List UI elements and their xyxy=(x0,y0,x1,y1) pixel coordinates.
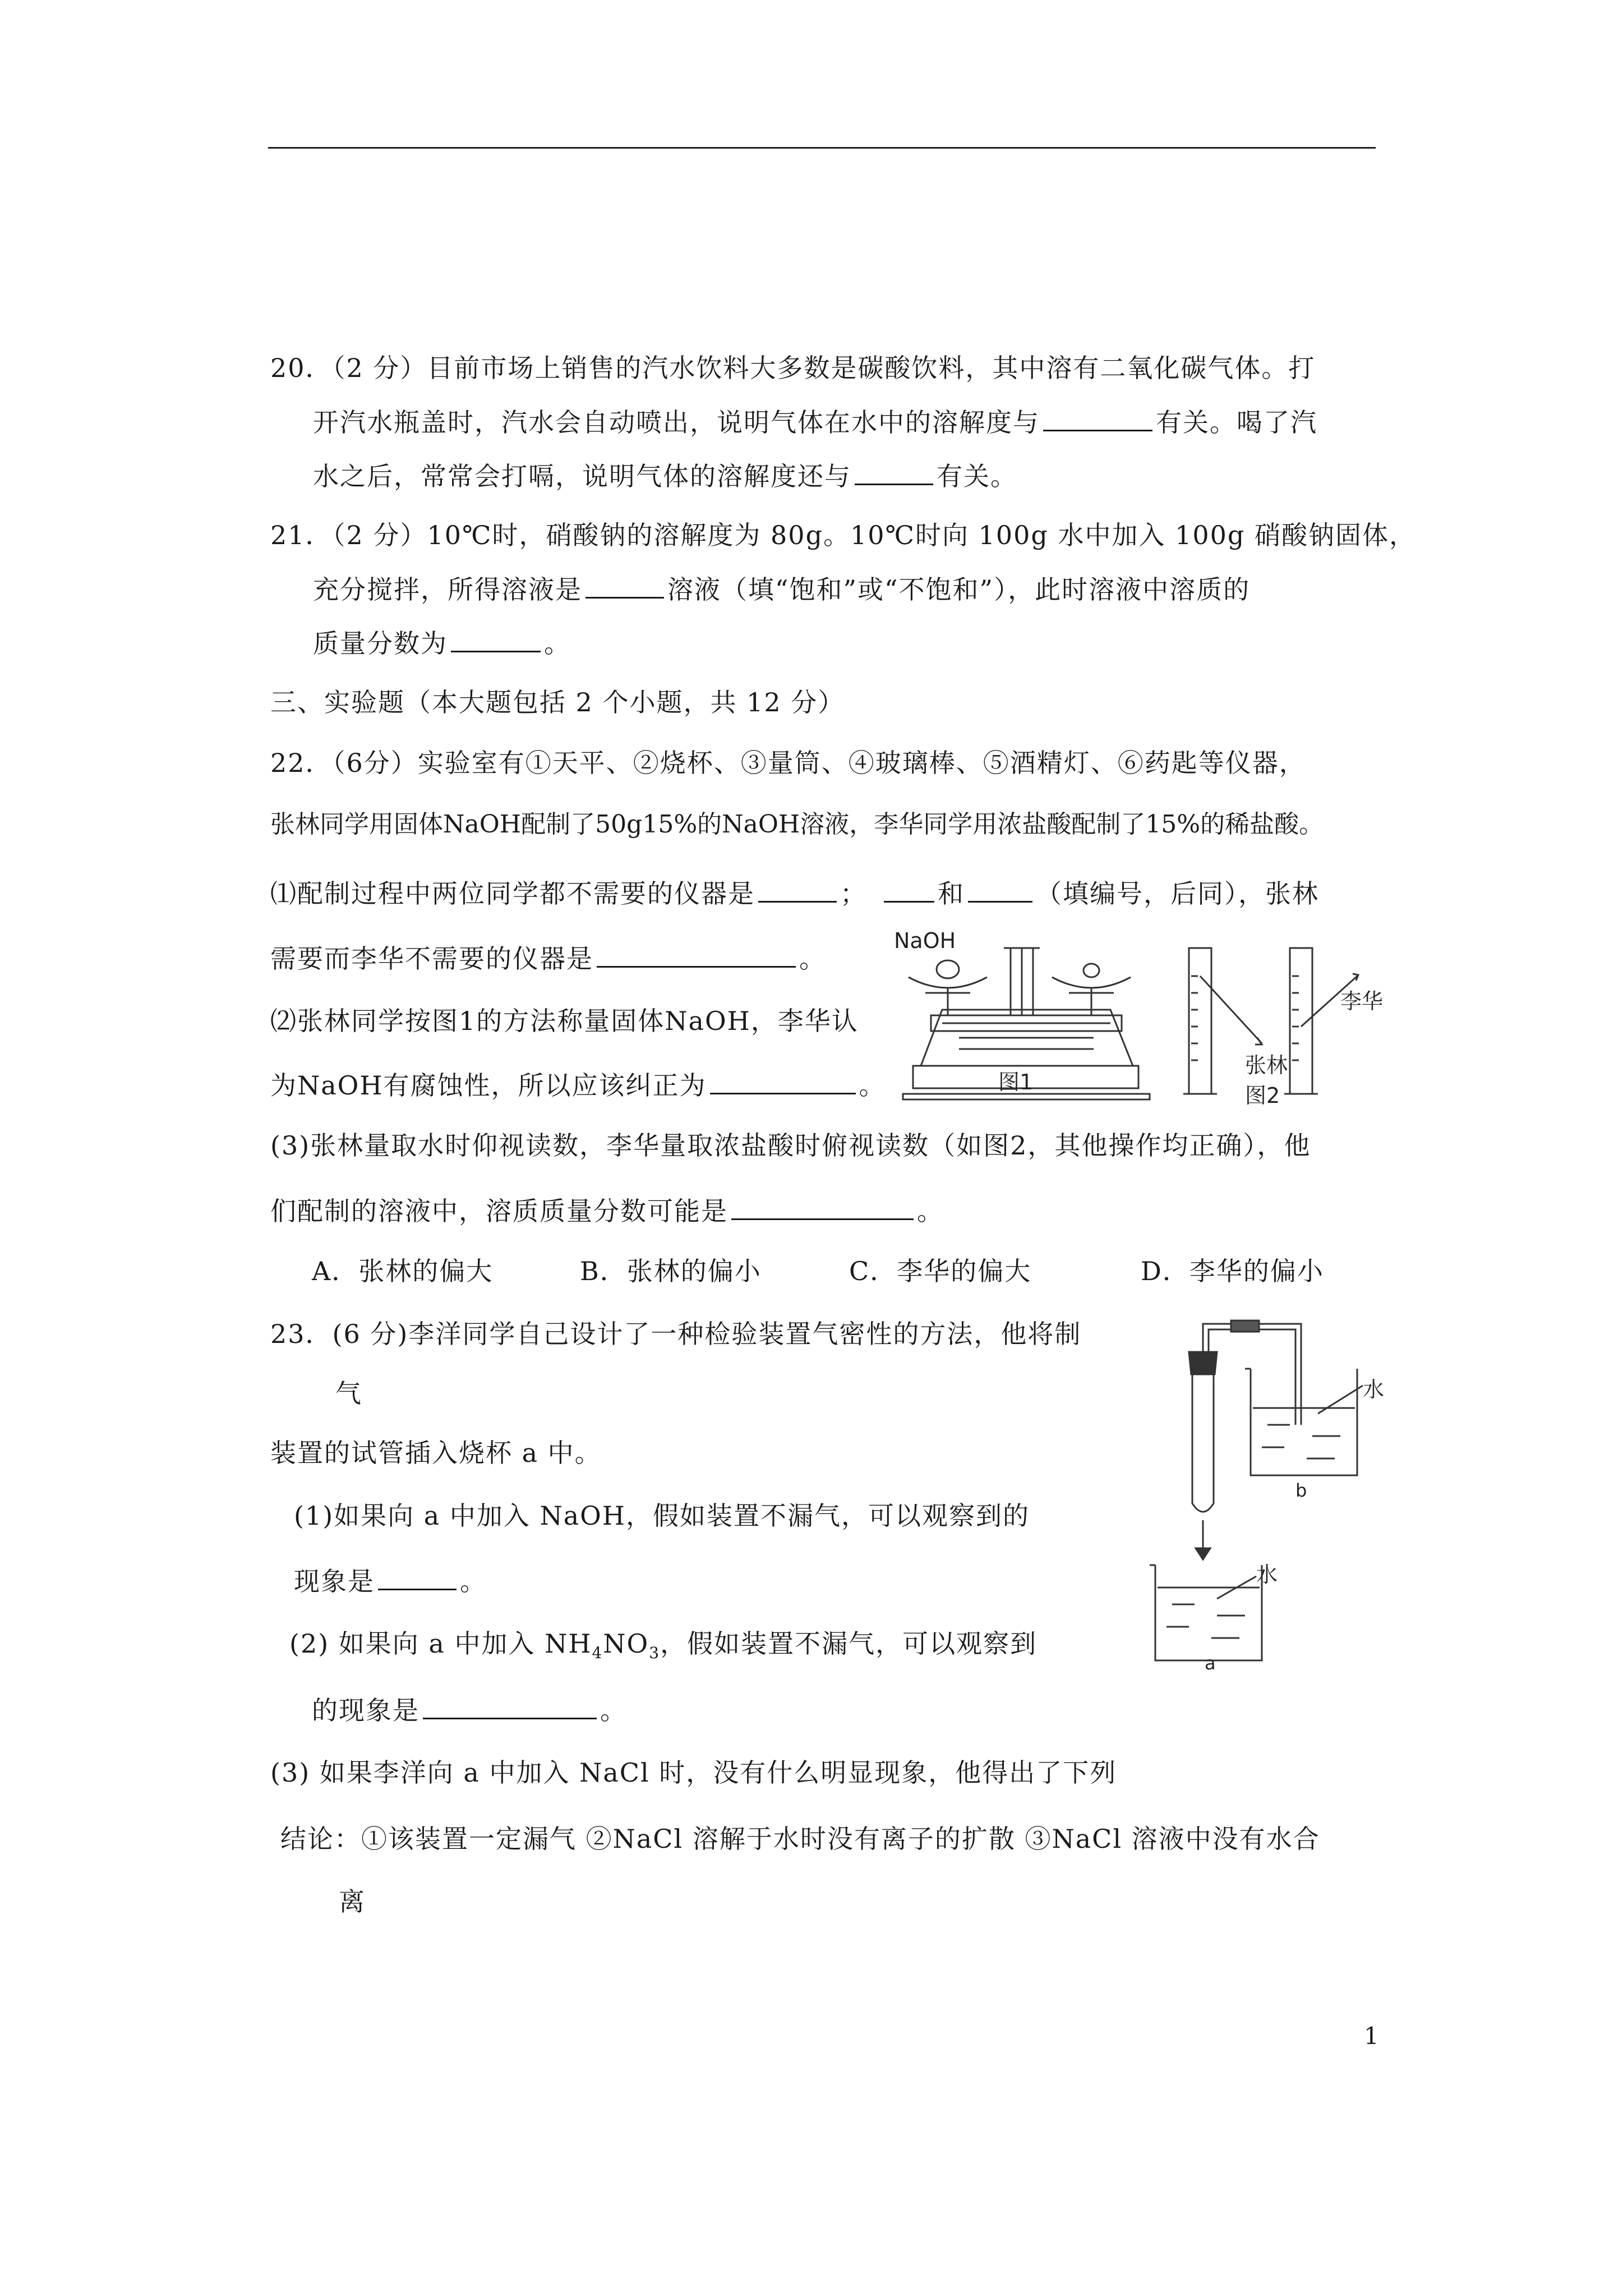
q22-option-c[interactable]: C．李华的偏大 xyxy=(849,1256,1032,1286)
fig2-lihua-label: 李华 xyxy=(1340,989,1384,1014)
q23-p2-text-mid: NO xyxy=(603,1628,649,1659)
q22-p1-text-f: 。 xyxy=(799,944,826,974)
q23-line1: 23．(6 分)李洋同学自己设计了一种检验装置气密性的方法，他将制 xyxy=(270,1319,1082,1349)
q22-blank-1[interactable] xyxy=(758,876,837,903)
q22-blank-6[interactable] xyxy=(731,1194,914,1220)
q21-line3-text-a: 质量分数为 xyxy=(313,628,448,659)
q21-line3-text-b: 。 xyxy=(544,628,571,659)
q22-p1-text-c: 和 xyxy=(938,878,965,909)
q23-p1-text-b: 现象是 xyxy=(294,1566,375,1596)
q22-line1: 22．（6分）实验室有①天平、②烧杯、③量筒、④玻璃棒、⑤酒精灯、⑥药匙等仪器， xyxy=(270,748,1306,778)
q22-part3-line2 xyxy=(270,1194,944,1228)
q22-p1-text-a: ⑴配制过程中两位同学都不需要的仪器是 xyxy=(270,878,755,909)
fig2-zhanglin-label: 张林 xyxy=(1245,1053,1288,1078)
q21-blank-1[interactable] xyxy=(585,572,664,599)
q22-option-b[interactable]: B．张林的偏小 xyxy=(580,1256,762,1286)
q21-line2-text-a: 充分搅拌，所得溶液是 xyxy=(313,574,582,605)
q23-p2-sub-1: 4 xyxy=(592,1644,603,1663)
q20-blank-2[interactable] xyxy=(855,459,933,485)
q23-apparatus-diagram xyxy=(1133,1313,1424,1672)
q23-part1-line2 xyxy=(294,1564,487,1598)
q22-p2-text-b: 为NaOH有腐蚀性，所以应该纠正为 xyxy=(270,1070,707,1101)
q22-part1-line1 xyxy=(270,876,1319,910)
q20-line2 xyxy=(313,405,1317,439)
q23-p2-text-c: 。 xyxy=(600,1695,627,1726)
q22-p3-text-b: 们配制的溶液中，溶质质量分数可能是 xyxy=(270,1196,728,1226)
page-number: 1 xyxy=(1364,2022,1379,2050)
q22-p2-text-c: 。 xyxy=(859,1070,886,1101)
q23-part3-line2: 结论：①该装置一定漏气 ②NaCl 溶解于水时没有离子的扩散 ③NaCl 溶液中没有水合 xyxy=(280,1824,1320,1854)
q23-blank-2[interactable] xyxy=(423,1693,597,1719)
q20-line1: 20．（2 分）目前市场上销售的汽水饮料大多数是碳酸饮料，其中溶有二氧化碳气体。打 xyxy=(270,353,1316,383)
q21-line3 xyxy=(313,626,571,660)
q23-part3-line1: (3) 如果李洋向 a 中加入 NaCl 时，没有什么明显现象，他得出了下列 xyxy=(270,1757,1117,1788)
q22-blank-3[interactable] xyxy=(968,876,1032,903)
q23-part1-line1: (1)如果向 a 中加入 NaOH，假如装置不漏气，可以观察到的 xyxy=(294,1501,1030,1531)
q23-p2-text-b: 的现象是 xyxy=(312,1695,419,1726)
q23-blank-1[interactable] xyxy=(378,1564,457,1590)
q22-p1-text-d: （填编号，后同），张林 xyxy=(1036,878,1319,909)
q23-part3-line3: 离 xyxy=(339,1887,366,1917)
q22-part3-line1: (3)张林量取水时仰视读数，李华量取浓盐酸时俯视读数（如图2，其他操作均正确），他 xyxy=(270,1130,1311,1161)
q22-blank-4[interactable] xyxy=(597,941,796,968)
q22-option-d[interactable]: D．李华的偏小 xyxy=(1141,1256,1324,1286)
q20-line3 xyxy=(313,459,1017,493)
q23-line2: 装置的试管插入烧杯 a 中。 xyxy=(270,1438,602,1468)
q20-line2-text-b: 有关。喝了汽 xyxy=(1156,407,1317,438)
q22-line2: 张林同学用固体NaOH配制了50g15%的NaOH溶液，李华同学用浓盐酸配制了15%的稀盐酸。 xyxy=(270,810,1324,839)
q23-p2-text-pre: (2) 如果向 a 中加入 NH xyxy=(289,1628,592,1659)
fig1-caption: 图1 xyxy=(998,1070,1034,1094)
q23-fig-water-a: 水 xyxy=(1256,1562,1278,1587)
q20-line2-text-a: 开汽水瓶盖时，汽水会自动喷出，说明气体在水中的溶解度与 xyxy=(313,407,1040,438)
q22-part2-line1: ⑵张林同学按图1的方法称量固体NaOH，李华认 xyxy=(270,1006,859,1036)
q21-line2 xyxy=(313,572,1250,606)
q23-line1-continued: 气 xyxy=(335,1378,362,1409)
q22-option-a[interactable]: A．张林的偏大 xyxy=(312,1256,494,1286)
section-3-heading: 三、实验题（本大题包括 2 个小题，共 12 分） xyxy=(270,687,845,717)
fig2-caption: 图2 xyxy=(1245,1083,1280,1108)
q23-p2-sub-2: 3 xyxy=(649,1644,661,1663)
fig1-naoh-label: NaOH xyxy=(894,928,956,953)
q22-p3-text-c: 。 xyxy=(917,1196,944,1226)
q23-fig-water-b: 水 xyxy=(1363,1377,1385,1402)
q22-part2-line2 xyxy=(270,1068,886,1102)
q23-p1-text-c: 。 xyxy=(460,1566,487,1596)
q21-line2-text-b: 溶液（填“饱和”或“不饱和”），此时溶液中溶质的 xyxy=(667,574,1251,605)
q22-part1-line2 xyxy=(270,941,826,976)
header-rule xyxy=(268,147,1376,149)
q22-p1-text-b: ； xyxy=(840,878,867,909)
fig2-cylinders-diagram xyxy=(1178,942,1424,1122)
q23-fig-label-a: a xyxy=(1205,1653,1216,1672)
q22-blank-2[interactable] xyxy=(884,876,934,903)
q23-part2-line2 xyxy=(312,1693,627,1727)
q22-blank-5[interactable] xyxy=(710,1068,856,1094)
q20-line3-text-a: 水之后，常常会打嗝，说明气体的溶解度还与 xyxy=(313,461,851,491)
q22-options xyxy=(0,1254,1623,1288)
q22-p1-text-e: 需要而李华不需要的仪器是 xyxy=(270,944,593,974)
q23-part2-line1 xyxy=(289,1627,1037,1670)
q23-p2-text-post: ，假如装置不漏气，可以观察到 xyxy=(660,1628,1038,1659)
q20-line3-text-b: 有关。 xyxy=(937,461,1017,491)
q21-blank-2[interactable] xyxy=(451,626,541,652)
fig1-balance-diagram xyxy=(886,926,1161,1111)
q21-line1: 21．（2 分）10℃时，硝酸钠的溶解度为 80g。10℃时向 100g 水中加入 100g 硝酸钠固体， xyxy=(270,520,1416,550)
q23-fig-label-b: b xyxy=(1295,1480,1307,1501)
q20-blank-1[interactable] xyxy=(1043,405,1152,431)
